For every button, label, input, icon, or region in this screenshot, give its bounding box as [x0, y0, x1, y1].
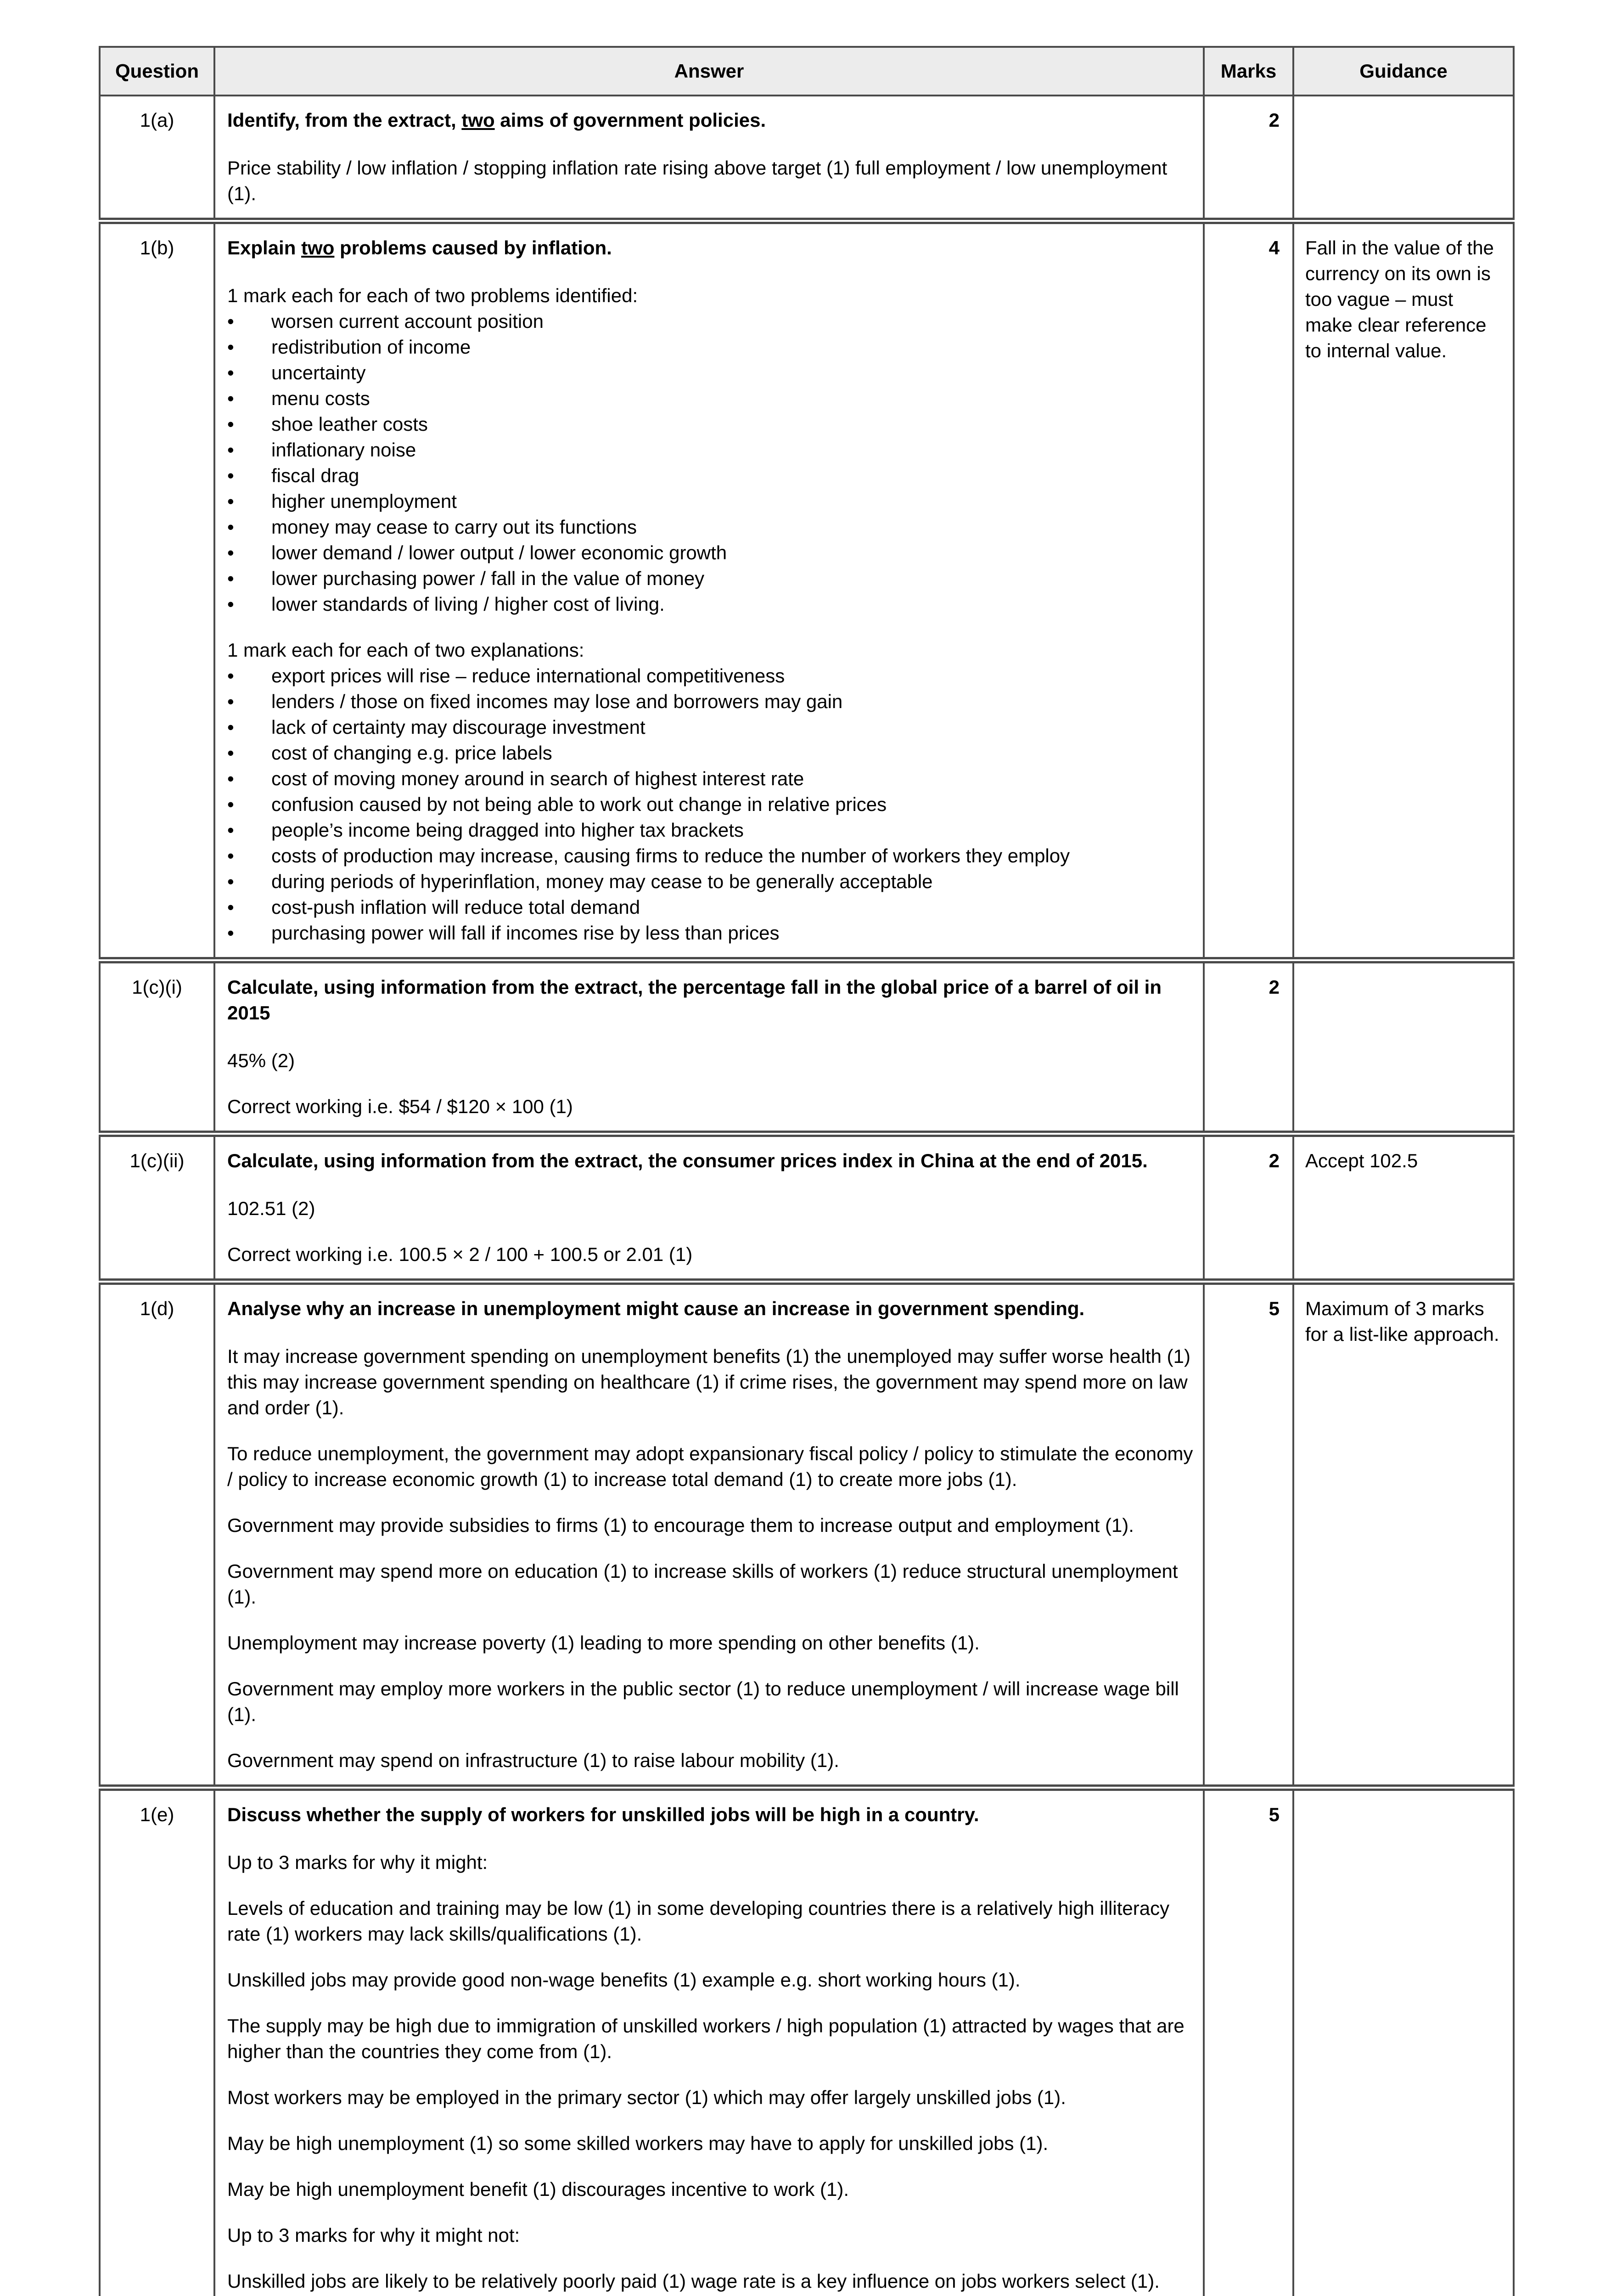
question-title	[227, 974, 1194, 1026]
answer-paragraph: 45% (2)	[227, 1050, 295, 1071]
bullet-list	[227, 309, 1194, 617]
table-row	[100, 960, 1514, 1134]
question-number: 1(a)	[100, 96, 214, 221]
bullet-item: • lower purchasing power / fall in the value of money	[227, 566, 1194, 591]
marks-value: 5	[1204, 1282, 1293, 1788]
answer-cell	[214, 221, 1204, 960]
bullet-item: • shoe leather costs	[227, 411, 1194, 437]
question-number: 1(c)(ii)	[100, 1134, 214, 1282]
marks-value: 5	[1204, 1788, 1293, 2296]
answer-paragraph: Price stability / low inflation / stopping inflation rate rising above target (1) full employment / low unemployment (1).	[227, 157, 1168, 204]
bullet-item: • redistribution of income	[227, 334, 1194, 360]
guidance-text: Maximum of 3 marks for a list-like approach.	[1293, 1282, 1514, 1788]
answer-paragraph: It may increase government spending on unemployment benefits (1) the unemployed may suffer worse health (1) this may increase government spending on healthcare (1) if crime rises, the government may spend more on law and order (1).	[227, 1345, 1191, 1418]
question-title-text: Calculate, using information from the extract, the consumer prices index in China at the end of 2015.	[227, 1150, 1148, 1171]
answer-paragraph: Correct working i.e. $54 / $120 × 100 (1)	[227, 1096, 573, 1117]
bullet-item: • lack of certainty may discourage investment	[227, 715, 1194, 740]
bullet-item: • fiscal drag	[227, 463, 1194, 489]
answer-cell	[214, 96, 1204, 221]
question-title	[227, 107, 1194, 133]
bullet-item: • cost-push inflation will reduce total demand	[227, 895, 1194, 920]
bullet-item: • lenders / those on fixed incomes may lose and borrowers may gain	[227, 689, 1194, 715]
answer-cell	[214, 960, 1204, 1134]
answer-paragraph: Up to 3 marks for why it might:	[227, 1851, 488, 1873]
question-title-text: Discuss whether the supply of workers for unskilled jobs will be high in a country.	[227, 1804, 979, 1825]
answer-paragraph: May be high unemployment (1) so some skilled workers may have to apply for unskilled jobs (1).	[227, 2133, 1049, 2154]
bullet-item: • cost of changing e.g. price labels	[227, 740, 1194, 766]
answer-cell	[214, 1788, 1204, 2296]
table-body	[100, 96, 1514, 2296]
answer-cell	[214, 1282, 1204, 1788]
bullet-item: • costs of production may increase, causing firms to reduce the number of workers they employ	[227, 843, 1194, 869]
marks-value: 2	[1204, 96, 1293, 221]
answer-paragraph: Government may provide subsidies to firms (1) to encourage them to increase output and employment (1).	[227, 1514, 1134, 1536]
marks-value: 4	[1204, 221, 1293, 960]
mark-scheme-table	[99, 46, 1515, 2296]
question-title-text: Calculate, using information from the extract, the percentage fall in the global price of a barrel of oil in 2015	[227, 976, 1162, 1024]
bullet-item: • money may cease to carry out its functions	[227, 514, 1194, 540]
bullet-item: • worsen current account position	[227, 309, 1194, 334]
answer-paragraph: Government may spend on infrastructure (1) to raise labour mobility (1).	[227, 1750, 839, 1771]
question-title-text-end: problems caused by inflation.	[334, 237, 612, 259]
bullet-item: • higher unemployment	[227, 489, 1194, 514]
bullet-item: • lower standards of living / higher cost of living.	[227, 591, 1194, 617]
list-intro: 1 mark each for each of two problems identified:	[227, 285, 638, 306]
answer-paragraph: Unskilled jobs may provide good non-wage benefits (1) example e.g. short working hours (1).	[227, 1969, 1021, 1991]
question-title	[227, 235, 1194, 261]
question-title-text-end: aims of government policies.	[494, 109, 766, 131]
answer-paragraph: Government may spend more on education (1) to increase skills of workers (1) reduce structural unemployment (1).	[227, 1560, 1178, 1608]
question-title	[227, 1296, 1194, 1322]
question-title-text: Explain	[227, 237, 302, 259]
bullet-item: • confusion caused by not being able to work out change in relative prices	[227, 792, 1194, 817]
header-answer: Answer	[214, 47, 1204, 96]
bullet-item: • people’s income being dragged into higher tax brackets	[227, 817, 1194, 843]
question-number: 1(d)	[100, 1282, 214, 1788]
guidance-text	[1293, 1788, 1514, 2296]
answer-cell	[214, 1134, 1204, 1282]
guidance-text	[1293, 96, 1514, 221]
header-question: Question	[100, 47, 214, 96]
table-row	[100, 1788, 1514, 2296]
question-number: 1(e)	[100, 1788, 214, 2296]
table-row	[100, 1134, 1514, 1282]
bullet-item: • lower demand / lower output / lower economic growth	[227, 540, 1194, 566]
question-title-text: Identify, from the extract,	[227, 109, 462, 131]
bullet-item: • purchasing power will fall if incomes rise by less than prices	[227, 920, 1194, 946]
answer-paragraph: Correct working i.e. 100.5 × 2 / 100 + 100.5 or 2.01 (1)	[227, 1244, 693, 1265]
answer-paragraph: The supply may be high due to immigration of unskilled workers / high population (1) attracted by wages that are higher than the countries they come from (1).	[227, 2015, 1184, 2062]
marks-value: 2	[1204, 1134, 1293, 1282]
question-title-text: Analyse why an increase in unemployment might cause an increase in government spending.	[227, 1298, 1085, 1319]
header-marks: Marks	[1204, 47, 1293, 96]
table-row	[100, 96, 1514, 221]
answer-paragraph: Unemployment may increase poverty (1) leading to more spending on other benefits (1).	[227, 1632, 980, 1654]
question-title-underlined: two	[461, 109, 495, 131]
question-title	[227, 1148, 1194, 1174]
guidance-text: Fall in the value of the currency on its own is too vague – must make clear reference to internal value.	[1293, 221, 1514, 960]
answer-paragraph: May be high unemployment benefit (1) discourages incentive to work (1).	[227, 2178, 849, 2200]
answer-paragraph: 102.51 (2)	[227, 1198, 315, 1219]
marks-value: 2	[1204, 960, 1293, 1134]
question-title-underlined: two	[301, 237, 335, 259]
bullet-item: • inflationary noise	[227, 437, 1194, 463]
bullet-list	[227, 663, 1194, 946]
answer-paragraph: To reduce unemployment, the government may adopt expansionary fiscal policy / policy to stimulate the economy / policy to increase economic growth (1) to increase total demand (1) to create more jobs (1).	[227, 1443, 1193, 1490]
header-guidance: Guidance	[1293, 47, 1514, 96]
question-number: 1(c)(i)	[100, 960, 214, 1134]
answer-paragraph: Levels of education and training may be low (1) in some developing countries there is a relatively high illiteracy rate (1) workers may lack skills/qualifications (1).	[227, 1897, 1170, 1945]
guidance-text: Accept 102.5	[1293, 1134, 1514, 1282]
answer-paragraph: Government may employ more workers in the public sector (1) to reduce unemployment / will increase wage bill (1).	[227, 1678, 1179, 1725]
list-intro: 1 mark each for each of two explanations:	[227, 639, 584, 661]
bullet-item: • cost of moving money around in search of highest interest rate	[227, 766, 1194, 792]
mark-scheme-page	[99, 46, 1513, 2296]
bullet-item: • uncertainty	[227, 360, 1194, 386]
answer-paragraph: Up to 3 marks for why it might not:	[227, 2224, 520, 2246]
guidance-text	[1293, 960, 1514, 1134]
bullet-item: • menu costs	[227, 386, 1194, 411]
question-number: 1(b)	[100, 221, 214, 960]
table-header-row	[100, 47, 1514, 96]
table-row	[100, 1282, 1514, 1788]
table-row	[100, 221, 1514, 960]
bullet-item: • during periods of hyperinflation, money may cease to be generally acceptable	[227, 869, 1194, 895]
answer-paragraph: Most workers may be employed in the primary sector (1) which may offer largely unskilled jobs (1).	[227, 2087, 1066, 2108]
bullet-item: • export prices will rise – reduce international competitiveness	[227, 663, 1194, 689]
answer-paragraph: Unskilled jobs are likely to be relatively poorly paid (1) wage rate is a key influence on jobs workers select (1).	[227, 2270, 1160, 2292]
question-title	[227, 1802, 1194, 1828]
